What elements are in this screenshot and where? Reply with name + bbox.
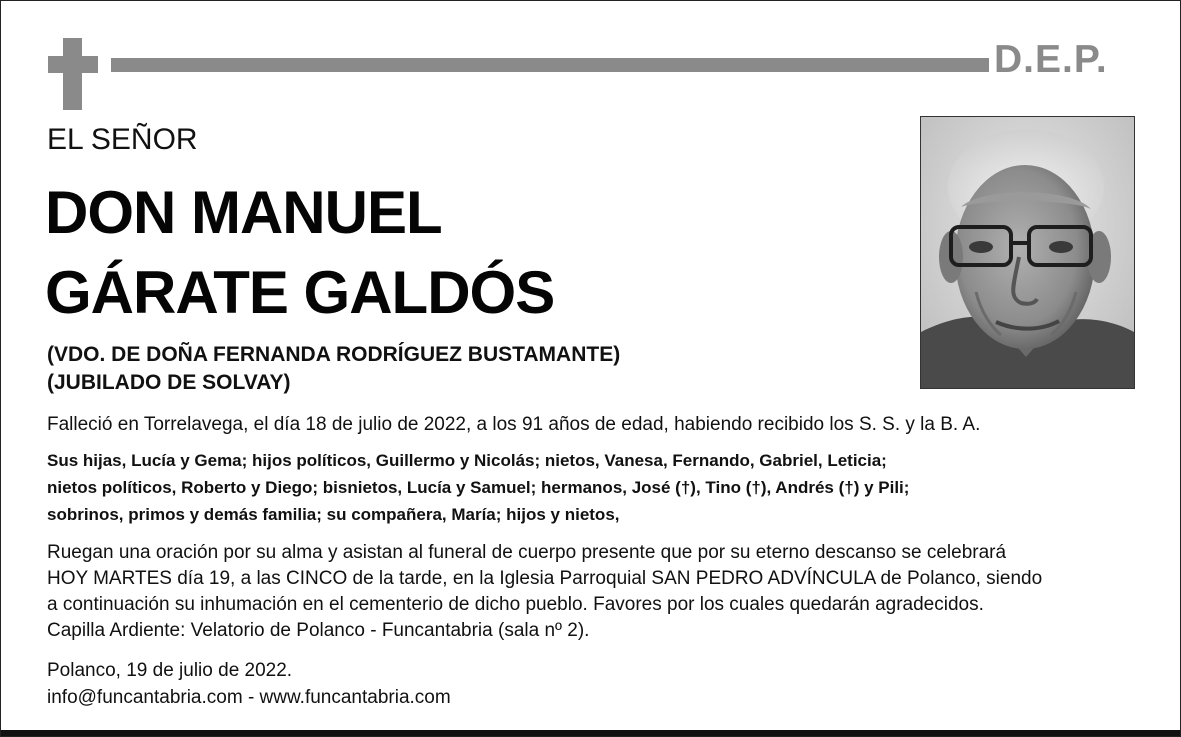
- deceased-subtitle: [47, 341, 620, 397]
- funeral-line: a continuación su inhumación en el cementerio de dicho pueblo. Favores por los cuales quedarán agradecidos.: [47, 594, 984, 615]
- title-prefix: EL SEÑOR: [47, 123, 198, 156]
- death-notice: Falleció en Torrelavega, el día 18 de julio de 2022, a los 91 años de edad, habiendo recibido los S. S. y la B. A.: [47, 414, 981, 435]
- footer: [47, 657, 1147, 711]
- contact-info: info@funcantabria.com - www.funcantabria.com: [47, 687, 451, 708]
- chapel-line: Capilla Ardiente: Velatorio de Polanco - Funcantabria (sala nº 2).: [47, 620, 590, 641]
- place-date: Polanco, 19 de julio de 2022.: [47, 660, 293, 681]
- widower-of-line: (VDO. DE DOÑA FERNANDA RODRÍGUEZ BUSTAMANTE): [47, 343, 621, 366]
- dep-heading: D.E.P.: [994, 38, 1108, 81]
- cross-icon: [63, 38, 82, 110]
- cross-icon-arm: [48, 56, 98, 73]
- deceased-name-line-2: GÁRATE GALDÓS: [45, 259, 555, 326]
- retired-from-line: (JUBILADO DE SOLVAY): [47, 371, 291, 394]
- portrait-photo: [920, 116, 1135, 389]
- family-line: Sus hijas, Lucía y Gema; hijos políticos, Guillermo y Nicolás; nietos, Vanesa, Fernando, Gabriel, Leticia;: [47, 451, 887, 470]
- deceased-name-line-1: DON MANUEL: [45, 179, 442, 246]
- deceased-name: [45, 173, 554, 333]
- family-list: [47, 447, 1147, 528]
- family-line: sobrinos, primos y demás familia; su compañera, María; hijos y nietos,: [47, 505, 620, 524]
- portrait-illustration: [921, 117, 1134, 388]
- funeral-details: [47, 540, 1147, 644]
- header-divider: [111, 58, 989, 72]
- bottom-divider: [1, 730, 1180, 736]
- funeral-line: Ruegan una oración por su alma y asistan al funeral de cuerpo presente que por su eterno descanso se celebrará: [47, 542, 1007, 563]
- family-line: nietos políticos, Roberto y Diego; bisnietos, Lucía y Samuel; hermanos, José (†), Tino (†), Andrés (†) y Pili;: [47, 478, 910, 497]
- funeral-line: HOY MARTES día 19, a las CINCO de la tarde, en la Iglesia Parroquial SAN PEDRO ADVÍNCULA de Polanco, siendo: [47, 568, 1043, 589]
